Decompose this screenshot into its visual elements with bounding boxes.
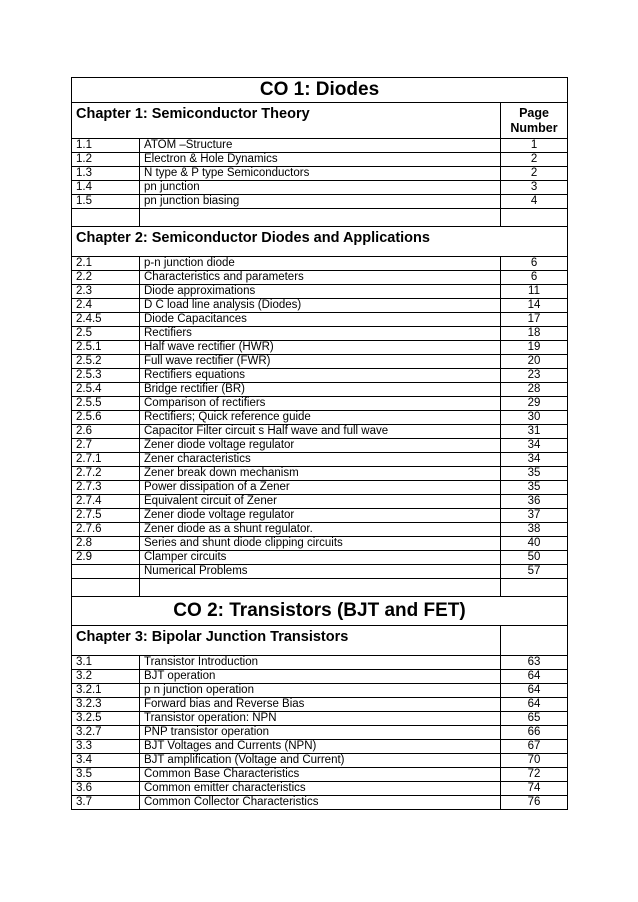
chapter3-heading-row bbox=[72, 626, 568, 656]
toc-row bbox=[72, 139, 568, 153]
section-title: Transistor Introduction bbox=[140, 656, 501, 670]
section-title: Rectifiers equations bbox=[140, 369, 501, 383]
section-title: Rectifiers bbox=[140, 327, 501, 341]
toc-row bbox=[72, 257, 568, 271]
toc-row bbox=[72, 313, 568, 327]
toc-row bbox=[72, 411, 568, 425]
page-number: 35 bbox=[501, 467, 568, 481]
toc-row bbox=[72, 299, 568, 313]
section-number: 2.7.2 bbox=[72, 467, 140, 481]
section-number: 2.9 bbox=[72, 551, 140, 565]
section-number: 2.5.3 bbox=[72, 369, 140, 383]
section-title: Common emitter characteristics bbox=[140, 782, 501, 796]
section-title: pn junction biasing bbox=[140, 195, 501, 209]
page-number: 36 bbox=[501, 495, 568, 509]
section-number: 2.7.1 bbox=[72, 453, 140, 467]
section-number: 1.4 bbox=[72, 181, 140, 195]
section-number: 3.1 bbox=[72, 656, 140, 670]
toc-row bbox=[72, 383, 568, 397]
toc-row bbox=[72, 726, 568, 740]
section-number: 2.8 bbox=[72, 537, 140, 551]
section-number: 3.2 bbox=[72, 670, 140, 684]
section-number: 3.4 bbox=[72, 754, 140, 768]
section-number: 2.7.6 bbox=[72, 523, 140, 537]
page-number: 18 bbox=[501, 327, 568, 341]
page-number: 6 bbox=[501, 257, 568, 271]
page-number: 70 bbox=[501, 754, 568, 768]
section-title: Characteristics and parameters bbox=[140, 271, 501, 285]
section-title: Numerical Problems bbox=[140, 565, 501, 579]
section-title: p n junction operation bbox=[140, 684, 501, 698]
section-title: Zener diode as a shunt regulator. bbox=[140, 523, 501, 537]
spacer-row bbox=[72, 209, 568, 227]
section-title: D C load line analysis (Diodes) bbox=[140, 299, 501, 313]
toc-row bbox=[72, 656, 568, 670]
section-title: pn junction bbox=[140, 181, 501, 195]
toc-row bbox=[72, 523, 568, 537]
page-number: 40 bbox=[501, 537, 568, 551]
page-number: 76 bbox=[501, 796, 568, 810]
page-number: 74 bbox=[501, 782, 568, 796]
section-title: Common Collector Characteristics bbox=[140, 796, 501, 810]
chapter1-rows bbox=[72, 139, 568, 209]
toc-row bbox=[72, 684, 568, 698]
section-title: Electron & Hole Dynamics bbox=[140, 153, 501, 167]
section-number: 2.5.4 bbox=[72, 383, 140, 397]
toc-row bbox=[72, 537, 568, 551]
page-number: 64 bbox=[501, 684, 568, 698]
page-number: 34 bbox=[501, 453, 568, 467]
page-number: 23 bbox=[501, 369, 568, 383]
table-of-contents bbox=[71, 77, 568, 810]
toc-row bbox=[72, 796, 568, 810]
section-title: Forward bias and Reverse Bias bbox=[140, 698, 501, 712]
section-title: Capacitor Filter circuit s Half wave and full wave bbox=[140, 425, 501, 439]
page-number: 17 bbox=[501, 313, 568, 327]
section-number: 2.6 bbox=[72, 425, 140, 439]
section-title: BJT Voltages and Currents (NPN) bbox=[140, 740, 501, 754]
section-number: 3.2.3 bbox=[72, 698, 140, 712]
page-number: 4 bbox=[501, 195, 568, 209]
page-number: 28 bbox=[501, 383, 568, 397]
chapter1-heading-row bbox=[72, 103, 568, 139]
page-number: 64 bbox=[501, 698, 568, 712]
section-title: ATOM –Structure bbox=[140, 139, 501, 153]
section-title: BJT amplification (Voltage and Current) bbox=[140, 754, 501, 768]
toc-row bbox=[72, 327, 568, 341]
section-title: Transistor operation: NPN bbox=[140, 712, 501, 726]
toc-row bbox=[72, 153, 568, 167]
toc-row bbox=[72, 754, 568, 768]
toc-row bbox=[72, 467, 568, 481]
section-number: 2.5.1 bbox=[72, 341, 140, 355]
co1-title: CO 1: Diodes bbox=[72, 78, 568, 103]
chapter2-title: Chapter 2: Semiconductor Diodes and Applications bbox=[72, 227, 568, 257]
section-title: PNP transistor operation bbox=[140, 726, 501, 740]
toc-row bbox=[72, 782, 568, 796]
section-title: Common Base Characteristics bbox=[140, 768, 501, 782]
section-number: 3.2.5 bbox=[72, 712, 140, 726]
toc-row bbox=[72, 271, 568, 285]
section-title: Equivalent circuit of Zener bbox=[140, 495, 501, 509]
page-number: 2 bbox=[501, 167, 568, 181]
section-number: 2.5.6 bbox=[72, 411, 140, 425]
chapter2-rows bbox=[72, 257, 568, 579]
spacer-row bbox=[72, 579, 568, 597]
section-number: 2.7.4 bbox=[72, 495, 140, 509]
toc-row bbox=[72, 551, 568, 565]
page-number: 11 bbox=[501, 285, 568, 299]
section-number: 3.5 bbox=[72, 768, 140, 782]
page-number: 67 bbox=[501, 740, 568, 754]
section-number: 3.2.1 bbox=[72, 684, 140, 698]
page-number: 65 bbox=[501, 712, 568, 726]
toc-row bbox=[72, 565, 568, 579]
page-number: 20 bbox=[501, 355, 568, 369]
page-number: 14 bbox=[501, 299, 568, 313]
toc-row bbox=[72, 285, 568, 299]
section-number: 2.4.5 bbox=[72, 313, 140, 327]
section-title: Diode approximations bbox=[140, 285, 501, 299]
section-title: Zener diode voltage regulator bbox=[140, 509, 501, 523]
section-title: Diode Capacitances bbox=[140, 313, 501, 327]
section-number: 1.1 bbox=[72, 139, 140, 153]
section-number: 3.2.7 bbox=[72, 726, 140, 740]
section-title: Zener break down mechanism bbox=[140, 467, 501, 481]
page-number: 66 bbox=[501, 726, 568, 740]
section-number: 2.7.3 bbox=[72, 481, 140, 495]
page-number: 29 bbox=[501, 397, 568, 411]
toc-row bbox=[72, 453, 568, 467]
section-number: 1.5 bbox=[72, 195, 140, 209]
section-title: Rectifiers; Quick reference guide bbox=[140, 411, 501, 425]
toc-row bbox=[72, 439, 568, 453]
section-title: BJT operation bbox=[140, 670, 501, 684]
page-number: 64 bbox=[501, 670, 568, 684]
section-number: 1.3 bbox=[72, 167, 140, 181]
section-number: 2.1 bbox=[72, 257, 140, 271]
section-title: Comparison of rectifiers bbox=[140, 397, 501, 411]
co2-heading-row bbox=[72, 597, 568, 626]
section-number: 2.3 bbox=[72, 285, 140, 299]
page-number: 6 bbox=[501, 271, 568, 285]
toc-row bbox=[72, 670, 568, 684]
section-title: Full wave rectifier (FWR) bbox=[140, 355, 501, 369]
section-number: 2.5 bbox=[72, 327, 140, 341]
page-number-header: Page Number bbox=[501, 103, 568, 139]
section-title: Clamper circuits bbox=[140, 551, 501, 565]
section-number: 2.5.5 bbox=[72, 397, 140, 411]
page-number: 57 bbox=[501, 565, 568, 579]
section-title: Zener characteristics bbox=[140, 453, 501, 467]
page-number: 2 bbox=[501, 153, 568, 167]
section-number: 2.4 bbox=[72, 299, 140, 313]
toc-row bbox=[72, 495, 568, 509]
page-number: 35 bbox=[501, 481, 568, 495]
page-number: 3 bbox=[501, 181, 568, 195]
chapter1-title: Chapter 1: Semiconductor Theory bbox=[72, 103, 501, 139]
toc-row bbox=[72, 509, 568, 523]
toc-row bbox=[72, 740, 568, 754]
toc-row bbox=[72, 181, 568, 195]
toc-row bbox=[72, 355, 568, 369]
section-number: 1.2 bbox=[72, 153, 140, 167]
section-title: Zener diode voltage regulator bbox=[140, 439, 501, 453]
toc-row bbox=[72, 167, 568, 181]
section-number: 2.5.2 bbox=[72, 355, 140, 369]
section-number: 3.7 bbox=[72, 796, 140, 810]
section-number bbox=[72, 565, 140, 579]
chapter3-page-cell bbox=[501, 626, 568, 656]
chapter3-title: Chapter 3: Bipolar Junction Transistors bbox=[72, 626, 501, 656]
page-number: 37 bbox=[501, 509, 568, 523]
page-number: 31 bbox=[501, 425, 568, 439]
toc-row bbox=[72, 768, 568, 782]
toc-row bbox=[72, 195, 568, 209]
toc-row bbox=[72, 397, 568, 411]
section-title: Power dissipation of a Zener bbox=[140, 481, 501, 495]
section-number: 3.6 bbox=[72, 782, 140, 796]
toc-row bbox=[72, 698, 568, 712]
toc-row bbox=[72, 481, 568, 495]
co1-heading-row bbox=[72, 78, 568, 103]
section-number: 2.2 bbox=[72, 271, 140, 285]
section-number: 3.3 bbox=[72, 740, 140, 754]
page-number: 63 bbox=[501, 656, 568, 670]
section-number: 2.7 bbox=[72, 439, 140, 453]
chapter3-rows bbox=[72, 656, 568, 810]
page-number: 72 bbox=[501, 768, 568, 782]
page-number: 34 bbox=[501, 439, 568, 453]
section-title: Bridge rectifier (BR) bbox=[140, 383, 501, 397]
page-number: 1 bbox=[501, 139, 568, 153]
toc-row bbox=[72, 425, 568, 439]
chapter2-heading-row bbox=[72, 227, 568, 257]
page-number: 38 bbox=[501, 523, 568, 537]
section-title: N type & P type Semiconductors bbox=[140, 167, 501, 181]
section-title: Half wave rectifier (HWR) bbox=[140, 341, 501, 355]
page-number: 19 bbox=[501, 341, 568, 355]
toc-row bbox=[72, 341, 568, 355]
page-number: 30 bbox=[501, 411, 568, 425]
page-number: 50 bbox=[501, 551, 568, 565]
section-title: Series and shunt diode clipping circuits bbox=[140, 537, 501, 551]
co2-title: CO 2: Transistors (BJT and FET) bbox=[72, 597, 568, 626]
section-title: p-n junction diode bbox=[140, 257, 501, 271]
toc-row bbox=[72, 712, 568, 726]
toc-row bbox=[72, 369, 568, 383]
section-number: 2.7.5 bbox=[72, 509, 140, 523]
